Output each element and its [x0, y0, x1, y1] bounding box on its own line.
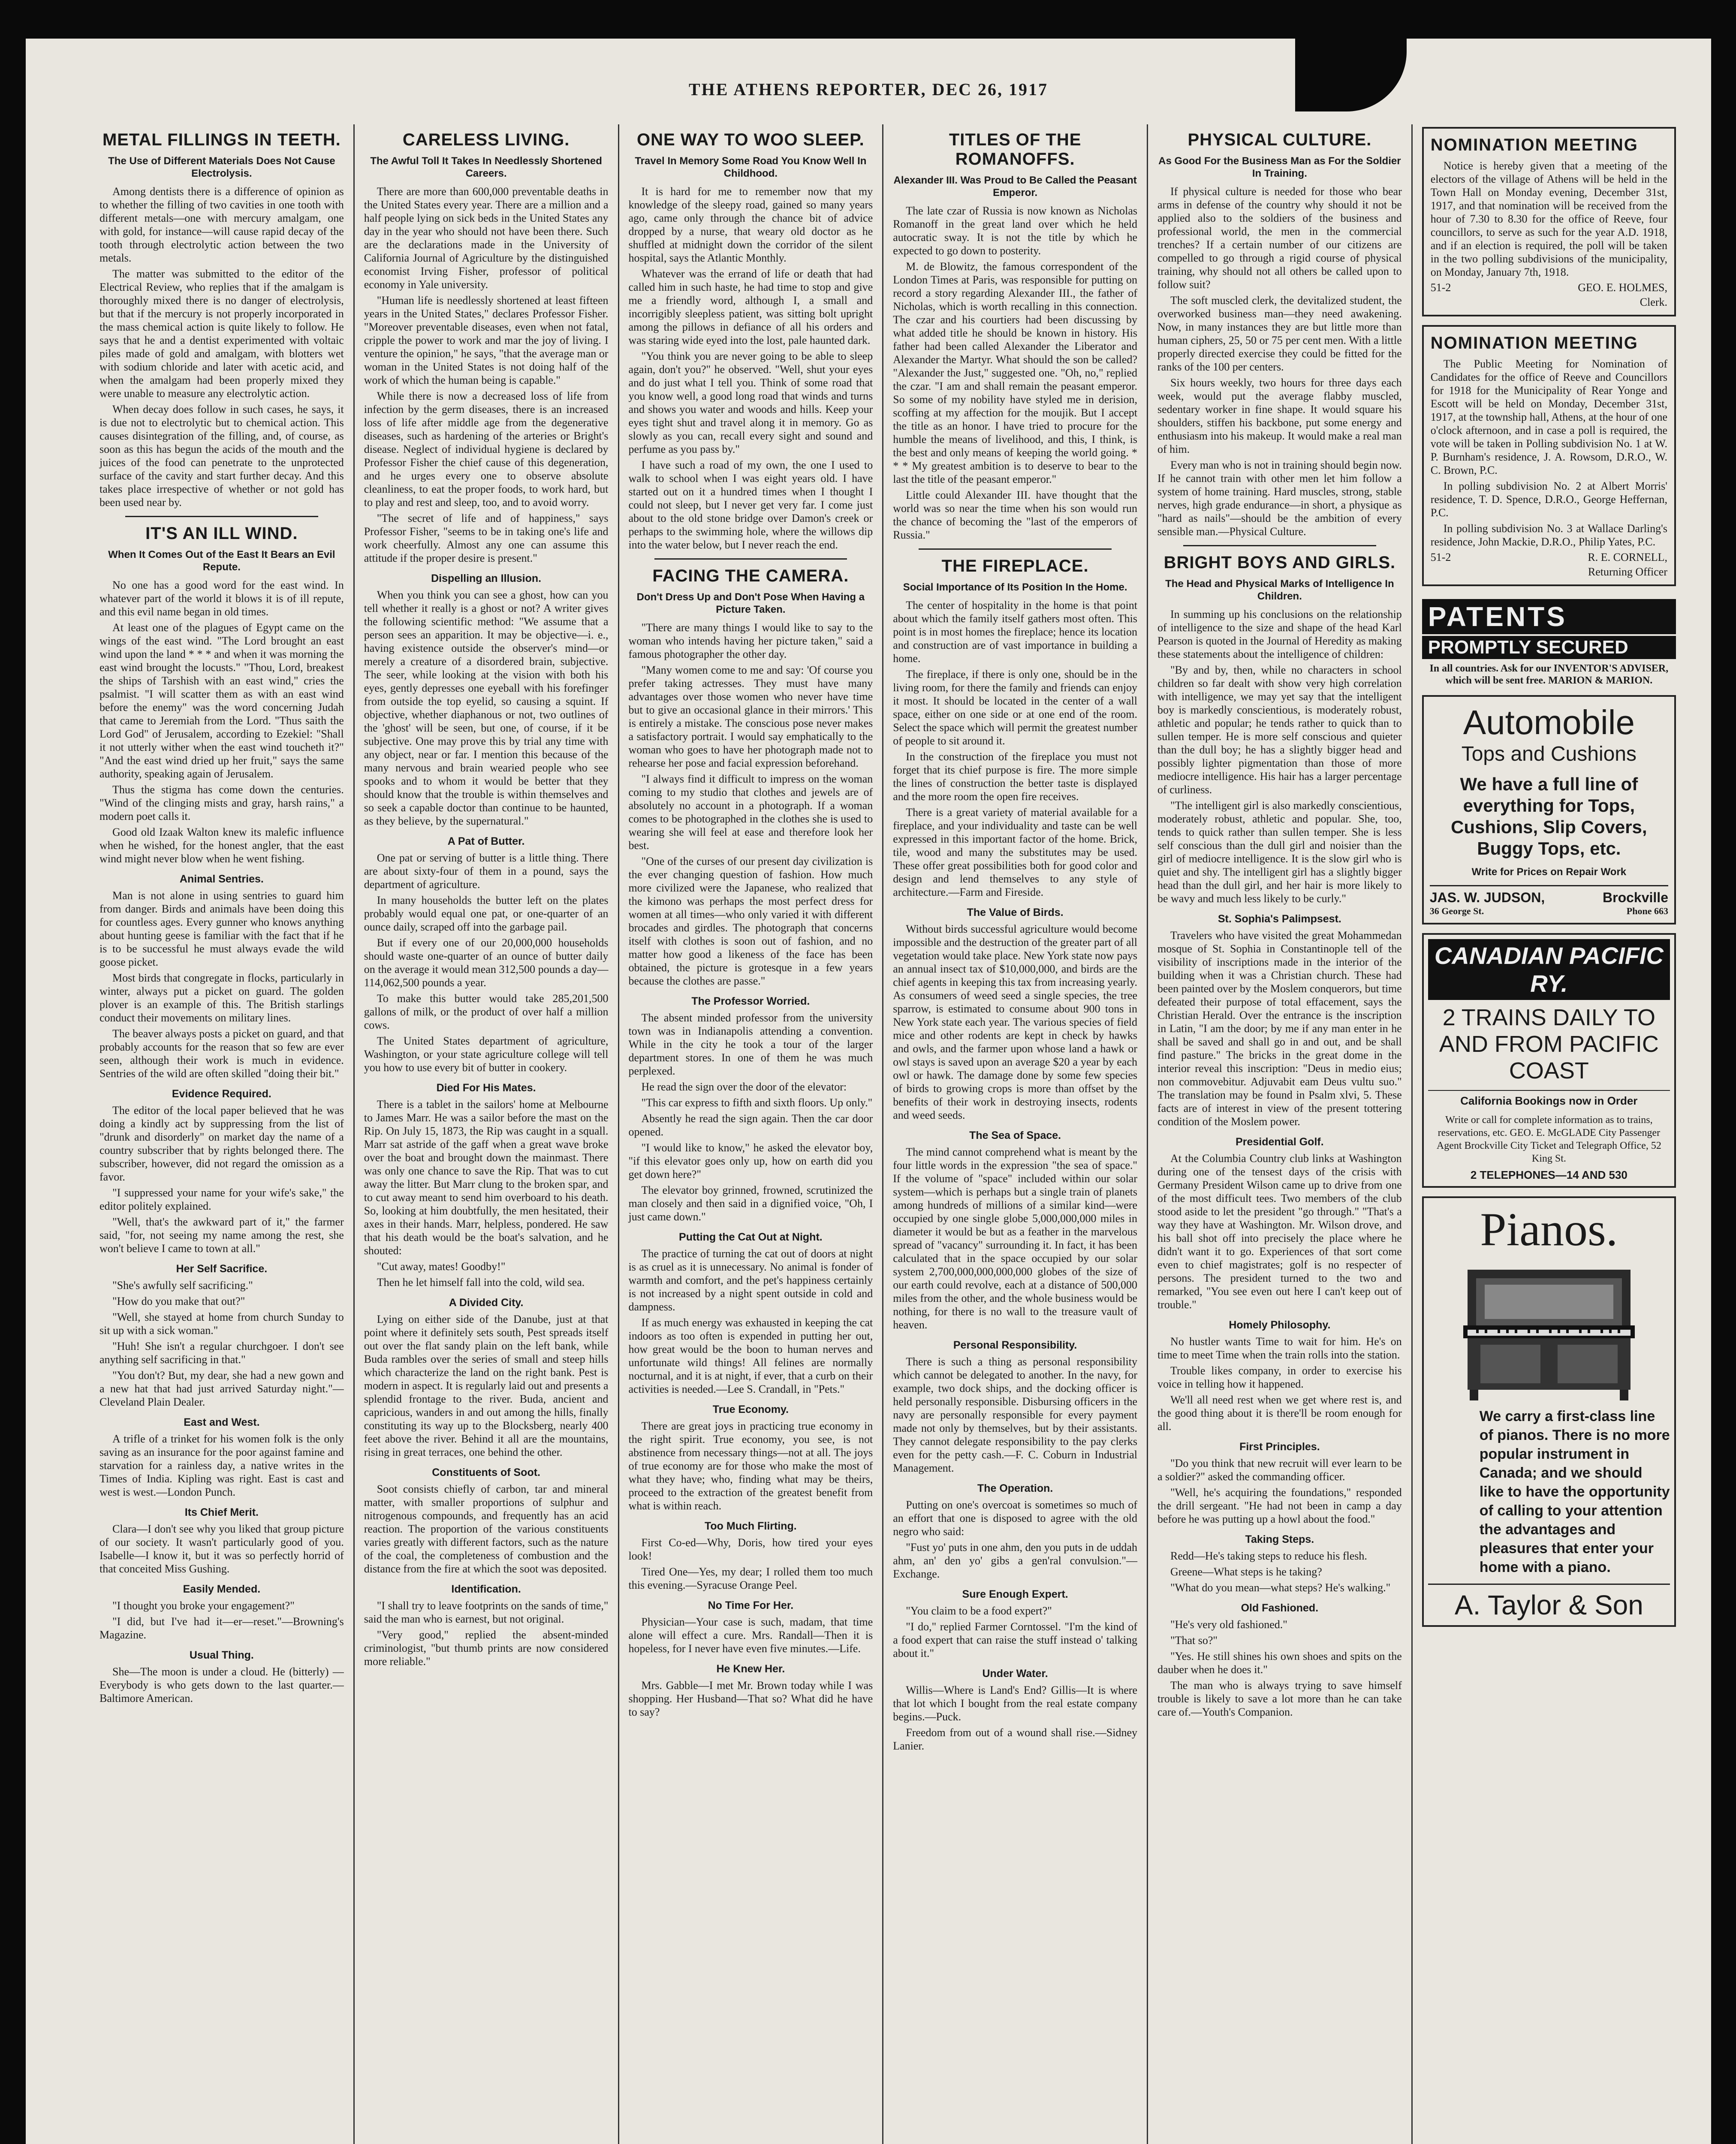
paragraph: Clara—I don't see why you liked that group picture of our society. It wasn't particularly good of you. Isabelle—I know it, but it was so perfectly horrid of that conceited Miss Gushing.: [99, 1523, 344, 1575]
paragraph: Physician—Your case is such, madam, that time alone will effect a cure. Mrs. Randall—Then it is hopeless, for I never have even five minutes.—Life.: [628, 1616, 873, 1655]
paragraph: One pat or serving of butter is a little thing. There are about sixty-four of them in a pound, says the department of agriculture.: [364, 852, 609, 891]
article-body: [629, 1247, 873, 1396]
article-body: [99, 1104, 344, 1255]
paragraph: The editor of the local paper believed that he was doing a kindly act by suppressing from the list of "drunk and disorderly" on market day the name of a country subscriber that by rights belonged there. The subscriber, however, did not regard the omission as a favor.: [99, 1104, 344, 1183]
subhead: The Value of Birds.: [967, 906, 1064, 918]
paragraph: To make this butter would take 285,201,500 gallons of milk, or the product of over half a million cows.: [364, 992, 609, 1031]
column-3: [619, 124, 884, 2144]
subhead: Identification.: [451, 1583, 521, 1595]
article-body: [1157, 1618, 1402, 1676]
subhead: The Operation.: [977, 1482, 1053, 1494]
headline-physical-culture: PHYSICAL CULTURE.: [1187, 130, 1372, 149]
subhead: St. Sophia's Palimpsest.: [1218, 913, 1341, 925]
paragraph: "What do you mean—what steps? He's walking.": [1170, 1581, 1391, 1594]
notice-text: Notice is hereby given that a meeting of the electors of the village of Athens will be held in the Town Hall on Monday evening, December 31st, 1917, and that nomination will be received from the hour of 7.30 to 8.30 for the office of Reeve, four councillors, to serve as such for the year A.D. 1918, and if an election is required, the poll will be taken in the two polling subdivisions of the municipality, on Monday, January 7th, 1918.: [1430, 160, 1667, 278]
article-body: [1157, 608, 1402, 905]
column-5: [1148, 124, 1413, 2144]
paragraph: The soft muscled clerk, the devitalized student, the overworked business man—they need awakening. Now, in many instances they are but little more than human ciphers, 25, 50 or 75 per cent men. With a little properly directed exercise they could be fitted for the ranks of the 100 per centers.: [1157, 294, 1402, 373]
ad-city: Brockville: [1603, 890, 1668, 905]
column-6-ads: [1413, 124, 1685, 2144]
article-body: [629, 1011, 873, 1223]
paragraph: "You don't? But, my dear, she had a new gown and a new hat that had just arrived Saturday night."—Cleveland Plain Dealer.: [99, 1369, 344, 1408]
subhead: A Divided City.: [449, 1297, 524, 1309]
column-4: [883, 124, 1148, 2144]
article-body: [893, 1145, 1137, 1331]
paragraph: Most birds that congregate in flocks, particularly in winter, always put a picket on guard. The golden plover is an example of this. The British starlings conduct their movements on military lines.: [99, 972, 344, 1024]
paragraph: "Well, he's acquiring the foundations," responded the drill sergeant. "He had not been in camp a day before he was putting up a howl about the food.": [1157, 1486, 1402, 1525]
article-body: [364, 1599, 609, 1668]
article-body: [1157, 1549, 1402, 1594]
notice-code: 51-2: [1430, 551, 1451, 563]
subhead: Taking Steps.: [1245, 1533, 1314, 1545]
paragraph: "There are many things I would like to say to the woman who intends having her picture taken," said a famous photographer the other day.: [628, 621, 873, 660]
article-body: [629, 1615, 873, 1655]
paragraph: If as much energy was exhausted in keeping the cat indoors as too often is expended in putting her out, how great would be the boon to human nerves and unfortunate wild things! All felines are normally nocturnal, and it is at night, if ever, that a curb on their activities is needed.—Lee S. Crandall, in "Pets.": [628, 1316, 873, 1395]
article-body: [364, 851, 609, 1074]
subhead: Under Water.: [982, 1668, 1048, 1680]
paragraph: Lying on either side of the Danube, just at that point where it definitely sets south, Pest spreads itself out over the flat sandy plain on the left bank, while Buda rambles over the series of small and steep hills which characterize the land on the right bank. Pest is modern in aspect. It is regularly laid out and presents a splendid frontage to the river. Buda, ancient and capricious, wanders in and out among the hills, finally constituting its way up to the Blocksberg, nearly 400 feet above the river. Behind it all are the mountains, rising in great terraces, one behind the other.: [364, 1313, 609, 1458]
paragraph: In many households the butter left on the plates probably would equal one pat, or one-quarter of an ounce daily, scraped off into the garbage pail.: [364, 894, 609, 933]
torn-edge-top-right: [1295, 39, 1407, 111]
pianos-ad: [1422, 1196, 1676, 1627]
article-body: [629, 185, 873, 551]
paragraph: The elevator boy grinned, frowned, scrutinized the man closely and then said in a dignified voice, "Oh, I just came down.": [628, 1184, 873, 1223]
article-body: [629, 1419, 873, 1512]
paragraph: "How do you make that out?": [112, 1295, 245, 1307]
divider: [125, 516, 318, 517]
cpr-bookings: California Bookings now in Order: [1428, 1090, 1670, 1108]
paragraph: Whatever was the errand of life or death that had called him in such haste, he had time to stop and give me a friendly word, although I, a small and incorrigibly sleepless patient, was sitting bolt upright among the pillows in defiance of all his orders and was staring wide eyed into the lost, pale haunted dark.: [628, 268, 873, 346]
subhead: Sure Enough Expert.: [962, 1588, 1068, 1600]
paragraph: "I do," replied Farmer Corntossel. "I'm the kind of a food expert that can raise the stuff instead o' talking about it.": [893, 1620, 1137, 1659]
divider: [1183, 545, 1376, 546]
paragraph: But if every one of our 20,000,000 households should waste one-quarter of an ounce of butter daily on the average it would mean 312,500 pounds a day—114,062,500 pounds a year.: [364, 936, 609, 989]
subhead: Old Fashioned.: [1241, 1602, 1319, 1614]
paragraph: "Yes. He still shines his own shoes and spits on the dauber when he does it.": [1157, 1650, 1402, 1676]
article-body: [893, 1726, 1137, 1753]
paragraph: The matter was submitted to the editor of the Electrical Review, who replies that if the amalgam is thoroughly mixed there is no danger of electrolysis, but that if the mercury is not properly incorporated in the mass chemical action is quite likely to follow. He says that he and a dentist experimented with voltaic piles made of gold and amalgam, with blotters wet with sodium chloride and later with acetic acid, and when the amalgam had been properly mixed they were unable to measure any electrolytic action.: [99, 268, 344, 400]
article-body: [364, 588, 609, 828]
paragraph: When you think you can see a ghost, how can you tell whether it really is a ghost or not? A writer gives the following scientific method: "We assume that a person sees an apparition. It may be objective—i. e., having existence outside the observer's mind—or merely a creature of a disordered brain, subjective. The seer, while looking at the vision with both his eyes, gently depresses one eyeball with his forefinger from outside the top eyelid, so causing a squint. If objective, whether diaphanous or not, two outlines of the 'ghost' will be seen, but one, of course, if it be subjective. One may prove this by trial any time with any object, near or far. I mention this because of the many nervous and brain wearied people who see spooks and to whom it would be better that they should know that the trouble is within themselves and so seek a capable doctor than continue to be haunted, as they believe, by the supernatural.": [364, 589, 609, 827]
subhead: He Knew Her.: [716, 1663, 785, 1675]
article-body: [1157, 1335, 1402, 1433]
paragraph: The mind cannot comprehend what is meant by the four little words in the expression "the sea of space." If the volume of "space" included within our solar system—which is perhaps but a single train of planets among hundreds of millions of a similar kind—were occupied by one single globe 5,000,000,000 miles in diameter it would be but as a feather in the marvelous spread of "vacancy" surrounding it. In fact, it has been calculated that in the space occupied by our solar system 2,700,000,000,000,000 globes of the size of our earth could revolve, each at a distance of 500,000 miles from the other, and the whole business would be nothing, for there is no wall to the treasure vault of heaven.: [893, 1146, 1137, 1331]
paragraph: "I shall try to leave footprints on the sands of time," said the man who is earnest, but not original.: [364, 1599, 609, 1625]
paragraph: "One of the curses of our present day civilization is the ever changing question of fashion. How much more civilized were the Japanese, who realized that the kimono was perhaps the most perfect dress for women at all times—who only varied it with different brocades and girdles. The photograph that concerns itself with clothes is soon out of fashion, and no matter how good a likeness of the face has been obtained, the picture is grotesque in a few years because the clothes are passe.": [628, 855, 873, 987]
masthead: THE ATHENS REPORTER, DEC 26, 1917: [688, 80, 1049, 99]
article-body: [893, 1604, 1137, 1660]
article-body: [1157, 1457, 1402, 1526]
subhead: Usual Thing.: [189, 1649, 254, 1661]
paragraph: The practice of turning the cat out of doors at night is as cruel as it is unnecessary. No animal is fonder of warmth and comfort, and the pet's happiness certainly is not increased by a night spent outside in cold and dampness.: [628, 1247, 873, 1313]
ad-phone: Phone 663: [1626, 906, 1668, 916]
paragraph: Tired One—Yes, my dear; I rolled them too much this evening.—Syracuse Orange Peel.: [628, 1566, 873, 1591]
paragraph: The center of hospitality in the home is that point about which the family itself gathers most often. This point is in most homes the fireplace; hence its location and construction are of vast importance in building a home.: [893, 599, 1137, 665]
article-body: [99, 1279, 344, 1409]
article-body: [364, 1098, 609, 1289]
paragraph: "I did, but I've had it—er—reset."—Browning's Magazine.: [99, 1615, 344, 1641]
column-2: [355, 124, 619, 2144]
paragraph: "Cut away, mates! Goodby!": [377, 1260, 506, 1273]
notice-signature: R. E. CORNELL,: [1588, 551, 1667, 563]
subhead: Dispelling an Illusion.: [431, 572, 542, 584]
pianos-firm: A. Taylor & Son: [1428, 1584, 1670, 1621]
subhead: First Principles.: [1239, 1441, 1320, 1453]
subhead: Personal Responsibility.: [953, 1339, 1077, 1351]
article-body: [893, 204, 1137, 542]
deck: Alexander III. Was Proud to Be Called the Peasant Emperor.: [893, 175, 1137, 199]
headline-fireplace: THE FIREPLACE.: [941, 557, 1089, 575]
article-body: [893, 922, 1137, 1122]
article-body: [99, 185, 344, 509]
automobile-tops-ad: [1422, 695, 1676, 924]
paragraph: The beaver always posts a picket on guard, and that probably accounts for the reason that so few are ever seen, although their work is much in evidence. Sentries of the wild are often skilled "doing their bit.": [99, 1027, 344, 1080]
deck: When It Comes Out of the East It Bears an Evil Repute.: [108, 549, 335, 573]
paragraph: Good old Izaak Walton knew its malefic influence when he wished, for the honest angler, that the east wind might never blow when he went fishing.: [99, 826, 344, 865]
notice-signature: GEO. E. HOLMES,: [1578, 281, 1667, 294]
paragraph: There is a tablet in the sailors' home at Melbourne to James Marr. He was a sailor before the mast on the Rip. On July 15, 1873, the Rip was caught in a squall. Marr sat astride of the gaff when a great wave broke over the boat and brought down the mainmast. There was only one chance to save the Rip. That was to cut away the litter. But Marr clung to the broken spar, and to cut away meant to send him overboard to his death. So, looking at him doubtfully, the men hesitated, their axes in their hands. Marr, helpless, pondered. He saw that his death would be the boat's salvation, and he shouted:: [364, 1098, 609, 1257]
subhead: Animal Sentries.: [179, 873, 264, 885]
paragraph: In polling subdivision No. 3 at Wallace Darling's residence, John Mackie, D.R.O., Philip Yates, P.C.: [1430, 522, 1667, 548]
ad-title: Automobile: [1463, 703, 1635, 741]
paragraph: Every man who is not in training should begin now. If he cannot train with other men let him follow a system of home training. Hard muscles, strong, stable nerves, high grade endurance—in short, a physique as "hard as nails"—should be the ambition of every sensible man.—Physical Culture.: [1157, 459, 1402, 538]
subhead: The Sea of Space.: [969, 1129, 1061, 1141]
paragraph: Redd—He's taking steps to reduce his flesh.: [1170, 1550, 1367, 1562]
headline-woo-sleep: ONE WAY TO WOO SLEEP.: [636, 130, 865, 149]
subhead: Died For His Mates.: [436, 1082, 536, 1094]
article-body: [99, 889, 344, 1080]
subhead: True Economy.: [712, 1403, 789, 1415]
paragraph: The late czar of Russia is now known as Nicholas Romanoff in the great land over which he held autocratic sway. It is not the title by which he expected to go down to posterity.: [893, 205, 1137, 257]
paragraph: There are more than 600,000 preventable deaths in the United States every year. There are a million and a half people lying on sick beds in the United States any day in the year who should not have been there. Such are the declarations made in the University of California Journal of Agriculture by the distinguished economist Irving Fisher, professor of political economy in Yale university.: [364, 185, 609, 291]
piano-illustration: [1459, 1261, 1639, 1403]
paragraph: It is hard for me to remember now that my knowledge of the sleepy road, gained so many years ago, came only through the chance bit of advice dropped by a nurse, that weary old doctor as he shuffled at midnight down the corridor of the silent hospital, says the Atlantic Monthly.: [628, 185, 873, 264]
paragraph: "I thought you broke your engagement?": [112, 1599, 295, 1612]
headline-facing-camera: FACING THE CAMERA.: [652, 566, 849, 585]
subhead: Too Much Flirting.: [704, 1520, 797, 1532]
paragraph: She—The moon is under a cloud. He (bitterly) — Everybody is who gets down to the last quarter.—Baltimore American.: [99, 1665, 344, 1704]
paragraph: Soot consists chiefly of carbon, tar and mineral matter, with smaller proportions of sulphur and nitrogenous compounds, and frequently has an acid reaction. The proportion of the various constituents varies greatly with different factors, such as the nature of the coal, the completeness of combustion and the distance from the fire at which the soot was deposited.: [364, 1483, 609, 1575]
notice-text: [1431, 357, 1667, 548]
paragraph: The absent minded professor from the university town was in Indianapolis attending a convention. While in the city he took a tour of the larger department stores. In one of them he was much perplexed.: [628, 1012, 873, 1077]
article-body: [893, 599, 1137, 899]
paragraph: The Public Meeting for Nomination of Candidates for the office of Reeve and Councillors for 1918 for the Municipality of Rear Yonge and Escott will be held on Monday, December 31st, 1917, at the township hall, Athens, at the hour of one o'clock afternoon, and in case a poll is required, the vote will be taken in Polling subdivision No. 1 at W. P. Burnham's residence, J. A. Rowsom, D.R.O., W. C. Brown, P.C.: [1430, 358, 1667, 476]
columns: [90, 124, 1685, 2144]
cpr-logo: CANADIAN PACIFIC RY.: [1428, 939, 1670, 1000]
paragraph: At least one of the plagues of Egypt came on the wings of the east wind. "The Lord brought an east wind upon the land * * * and when it was morning the east wind brought the locusts." "Thou, Lord, breakest the ships of Tarshish with an east wind," cries the psalmist. "I will scatter them as with an east wind before the enemy" was the word concerning Judah that came to Jeremiah from the Lord. "Thus saith the Lord God" of Jerusalem, according to Ezekiel: "Shall it not utterly wither when the east wind toucheth it?" "And the east wind dried up her fruit," says the same authority, speaking again of Jerusalem.: [99, 621, 344, 780]
paragraph: Putting on one's overcoat is sometimes so much of an effort that one is disposed to agree with the old negro who said:: [893, 1499, 1137, 1538]
subhead: Presidential Golf.: [1236, 1136, 1324, 1148]
paragraph: Greene—What steps is he taking?: [1170, 1566, 1322, 1578]
ad-subtitle: Tops and Cushions: [1461, 743, 1637, 765]
notice-signature-title: Returning Officer: [1588, 566, 1667, 578]
paragraph: Six hours weekly, two hours for three days each week, would put the average flabby muscled, sedentary worker in fine shape. It would square his shoulders, stiffen his backbone, put some energy and enthusiasm into his makeup. It would make a real man of him.: [1157, 376, 1402, 455]
paragraph: I have such a road of my own, the one I used to walk to school when I was eight years old. I have started out on it a hundred times when I thought I could not sleep, but I never get very far. I come just about to the old stone bridge over Damon's creek or perhaps to the swimming hole, where the willows dip into the water below, but I never reach the end.: [628, 459, 873, 551]
notice-title: NOMINATION MEETING: [1430, 334, 1638, 352]
paragraph: In polling subdivision No. 2 at Albert Morris' residence, T. D. Spence, D.R.O., George Heffernan, P.C.: [1430, 480, 1667, 519]
headline-bright-boys: BRIGHT BOYS AND GIRLS.: [1163, 553, 1396, 572]
article-body: [893, 1683, 1137, 1723]
ad-address: 36 George St.: [1429, 906, 1484, 916]
paragraph: When decay does follow in such cases, he says, it is due not to electrolytic but to chemical action. This causes disintegration of the filling, and, of course, as soon as this has begun the acids of the mouth and the juices of the food can penetrate to the unprotected surface of the cavity and start further decay. And this takes place irrespective of whether or not gold has been used near by.: [99, 403, 344, 509]
notice-title: NOMINATION MEETING: [1430, 136, 1638, 154]
article-body: [364, 1313, 609, 1459]
article-body: [1157, 1679, 1402, 1719]
paragraph: Absently he read the sign again. Then the car door opened.: [628, 1112, 873, 1138]
paragraph: In the construction of the fireplace you must not forget that its chief purpose is fire. The more simple the lines of construction the better taste is displayed and the more room the open fire receives.: [893, 750, 1137, 803]
deck: The Head and Physical Marks of Intelligence In Children.: [1165, 578, 1394, 602]
article-body: [629, 1536, 873, 1592]
pianos-body: We carry a first-class line of pianos. There is no more popular instrument in Canada; and we should like to have the opportunity of calling to your attention the advantages and pleasures that enter your home with a piano.: [1479, 1408, 1670, 1575]
article-body: [1157, 185, 1402, 538]
paragraph: "That so?": [1170, 1634, 1218, 1647]
paragraph: "The intelligent girl is also markedly conscientious, moderately robust, athletic and popular. She, too, tends to quick rather than sullen temper. She is less self conscious than the dull girl and noisier than the girl of mediocre intelligence. It is the slow girl who is quiet and shy. The intelligent girl has a slightly bigger head than the dull girl, and her hair is more likely to be wavy and much less likely to be curly.": [1157, 799, 1402, 905]
deck: Don't Dress Up and Don't Pose When Having a Picture Taken.: [636, 591, 865, 615]
article-body: [99, 1432, 344, 1499]
paragraph: "She's awfully self sacrificing.": [112, 1279, 253, 1292]
paragraph: "This car express to fifth and sixth floors. Up only.": [641, 1096, 873, 1109]
paragraph: He read the sign over the door of the elevator:: [641, 1081, 847, 1093]
headline-careless-living: CARELESS LIVING.: [402, 130, 570, 149]
patents-subtitle: PROMPTLY SECURED: [1422, 636, 1676, 659]
paragraph: While there is now a decreased loss of life from infection by the germ diseases, there is an increased loss of life after middle age from the degenerative diseases, such as hardening of the arteries or Bright's disease. Neglect of individual hygiene is declared by Professor Fisher the chief cause of this degeneration, and he urges every one to observe absolute cleanliness, to eat the proper foods, to work hard, but to play and rest and sleep, too, and to avoid worry.: [364, 390, 609, 509]
paragraph: "I would like to know," he asked the elevator boy, "if this elevator goes only up, how on earth did you get down here?": [628, 1141, 873, 1180]
deck: As Good For the Business Man as For the Soldier In Training.: [1158, 155, 1401, 179]
paragraph: "Very good," replied the absent-minded criminologist, "but thumb prints are now considered more reliable.": [364, 1629, 609, 1668]
article-body: [99, 1599, 344, 1641]
paragraph: "By and by, then, while no characters in school children so far dealt with show very high correlation with intelligence, we may yet say that the intelligent boy is markedly conscientious, is moderately robust, athletic and popular; he tends rather to quick than to sullen temper. He is more self conscious and quieter than the dull boy; he has a slightly bigger head and possibly lighter pigmentation than those of more mediocre intelligence. His hair has a larger percentage of curliness.: [1157, 664, 1402, 796]
article-body: [99, 1665, 344, 1705]
headline-ill-wind: IT'S AN ILL WIND.: [145, 524, 298, 543]
paragraph: At the Columbia Country club links at Washington during one of the tensest days of the crisis with Germany President Wilson came up to drive from one of the most difficult tees. Two members of the club stood aside to let the president "go through." "That's a way they have at Washington. Mr. Wilson drove, and his ball shot off into precisely the place where he didn't want it to go. Experiences of that sort come even to chief magistrates; golf is no respecter of persons. The president turned to the two and remarked, "You see even out here I can't keep out of trouble.": [1157, 1152, 1402, 1311]
deck: The Use of Different Materials Does Not Cause Electrolysis.: [108, 155, 335, 179]
paragraph: There is such a thing as personal responsibility which cannot be delegated to another. In the navy, for example, two dock ships, and the docking officer is held personally responsible. Disbursing officers in the navy are personally responsible for every payment made not only by themselves, but by their assistants. They cannot delegate responsibility to the pay clerks even for the petty cash.—F. C. Coburn in Industrial Management.: [893, 1355, 1137, 1474]
paragraph: "Human life is needlessly shortened at least fifteen years in the United States," declares Professor Fisher. "Moreover preventable diseases, even when not fatal, cripple the power to work and mar the joy of living. I venture the opinion," he says, "that the average man or woman in the United States is not doing half of the work of which the human being is capable.": [364, 294, 609, 386]
nomination-notice-athens: [1422, 127, 1676, 316]
paragraph: "I always find it difficult to impress on the woman coming to my studio that clothes and jewels are of absolutely no account in a photograph. If a woman comes to be photographed in the clothes she is used to wearing she will feel at ease and therefore look her best.: [628, 773, 873, 852]
headline-metal-fillings: METAL FILLINGS IN TEETH.: [102, 130, 341, 149]
deck: Social Importance of Its Position In the Home.: [903, 581, 1127, 593]
paragraph: There is a great variety of material available for a fireplace, and your individuality and taste can be well expressed in this important factor of the home. Brick, tile, wood and many the substitutes may be used. These offer great possibilities both for good color and design and lend themselves to any style of architecture.—Farm and Fireside.: [893, 806, 1137, 898]
paragraph: "Do you think that new recruit will ever learn to be a soldier?" asked the commanding officer.: [1157, 1457, 1402, 1483]
paragraph: Mrs. Gabble—I met Mr. Brown today while I was shopping. Her Husband—That so? What did he have to say?: [628, 1679, 873, 1718]
article-body: [364, 185, 609, 565]
patents-text: In all countries. Ask for our INVENTOR'S ADVISER, which will be sent free. MARION & MARION.: [1429, 663, 1669, 686]
paragraph: No one has a good word for the east wind. In whatever part of the world it blows it is of ill repute, and this evil name began in old times.: [99, 579, 344, 618]
article-body: [629, 621, 873, 988]
subhead: Putting the Cat Out at Night.: [679, 1231, 823, 1243]
cpr-headline: 2 TRAINS DAILY TO AND FROM PACIFIC COAST: [1439, 1005, 1659, 1084]
subhead: No Time For Her.: [708, 1599, 794, 1611]
paragraph: Travelers who have visited the great Mohammedan mosque of St. Sophia in Constantinople tell of the visibility of inscriptions made in the interior of the building when it was a Christian church. These had been painted over by the Moslem conquerors, but time defeated their purpose of total effacement, says the Christian Herald. Over the entrance is the inscription in Latin, "I am the door; by me if any man enter in he shall be saved and shall go in and out, and be shall find pasture." The bricks in the great dome in the interior reveal this inscription: "Deus in medio eius; non commovebitur. Adjuvabit eam Deus vultu suo." The translation may be found in Psalm xlvi, 5. These facts are of interest in view of the present tottering condition of the Moslem power.: [1157, 929, 1402, 1128]
patents-ad: [1422, 599, 1676, 687]
paragraph: The United States department of agriculture, Washington, or your state agriculture college will tell you how to use every bit of butter in cookery.: [364, 1035, 609, 1074]
paragraph: "You claim to be a food expert?": [906, 1605, 1052, 1617]
article-body: [364, 1482, 609, 1575]
article-body: [893, 1498, 1137, 1581]
paragraph: "The secret of life and of happiness," says Professor Fisher, "seems to be in taking one's life and work cheerfully. Almost any one can assume this attitude if the proper desire is present.": [364, 512, 609, 564]
paragraph: M. de Blowitz, the famous correspondent of the London Times at Paris, was responsible for putting on record a story regarding Alexander III., the father of Nicholas, which is worth recalling in this connection. The czar and his courtiers had been discussing by what added title he should be known in history. His father had been called Alexander the Liberator and Alexander the Martyr. What should the son be called? "Alexander the Just," suggested one. "Oh, no," replied the czar. "I am and shall remain the peasant emperor. So some of my nobility have styled me in derision, scoffing at my affection for the moujik. But I accept the title as an honor. I have tried to procure for the humble the means of livelihood, and this, I think, is the best and only means of keeping the world going. * * * My greatest ambition is to deserve to bear to the last the title of the peasant emperor.": [893, 260, 1137, 485]
subhead: East and West.: [184, 1416, 260, 1428]
paragraph: "Huh! She isn't a regular churchgoer. I don't see anything self sacrificing in that.": [99, 1340, 344, 1366]
subhead: The Professor Worried.: [691, 995, 810, 1007]
paragraph: "Many women come to me and say: 'Of course you prefer taking actresses. They must have many advantages over those women who never have time but to give an occasional glance in their mirrors.' This is entirely a mistake. The conscious pose never makes a satisfactory portrait. I would say emphatically to the woman who goes to have her photograph made not to rehearse her pose and facial expression beforehand.: [628, 664, 873, 769]
subhead: Evidence Required.: [172, 1088, 271, 1100]
subhead: Constituents of Soot.: [432, 1466, 540, 1479]
paragraph: "Well, she stayed at home from church Sunday to sit up with a sick woman.": [99, 1311, 344, 1337]
notice-signature-title: Clerk.: [1640, 296, 1667, 308]
deck: The Awful Toll It Takes In Needlessly Shortened Careers.: [370, 155, 602, 179]
paragraph: Among dentists there is a difference of opinion as to whether the filling of two cavities in one tooth with different metals—one with mercury amalgam, one with gold, for instance—will cause rapid decay of the tooth through electrolytic action between the two metals.: [99, 185, 344, 264]
paragraph: "Well, that's the awkward part of it," the farmer said, "for, not seeing my name among the rest, she won't believe I came to town at all.": [99, 1216, 344, 1255]
cpr-body: Write or call for complete information as to trains, reservations, etc. GEO. E. McGLADE City Passenger Agent Brockville City Ticket and Telegraph Office, 52 King St.: [1436, 1114, 1661, 1164]
article-body: [99, 578, 344, 865]
headline-romanoffs: TITLES OF THE ROMANOFFS.: [949, 130, 1082, 169]
newspaper-page: [26, 39, 1711, 2144]
cpr-phones: 2 TELEPHONES—14 AND 530: [1470, 1168, 1628, 1181]
subhead: Easily Mended.: [183, 1583, 261, 1595]
paragraph: There are great joys in practicing true economy in the right spirit. True economy, you see, is not abstinence from necessary things—not at all. The joys of true economy are for those who make the most of what they have; who, finding what may be theirs, proceed to the extraction of the greatest benefit from what is within reach.: [628, 1420, 873, 1512]
subhead: Homely Philosophy.: [1229, 1319, 1331, 1331]
column-1: [90, 124, 355, 2144]
paragraph: Little could Alexander III. have thought that the world was so near the time when his son would run the chance of becoming the "last of the emperors of Russia.": [893, 489, 1137, 541]
paragraph: Thus the stigma has come down the centuries. "Wind of the clinging mists and gray, harsh rains," a modern poet calls it.: [99, 783, 344, 822]
paragraph: Freedom from out of a wound shall rise.—Sidney Lanier.: [893, 1726, 1137, 1752]
article-body: [1157, 1152, 1402, 1311]
subhead: A Pat of Butter.: [447, 835, 525, 847]
paragraph: The man who is always trying to save himself trouble is likely to save a lot more than he can take care of.—Youth's Companion.: [1157, 1679, 1402, 1718]
paragraph: "I suppressed your name for your wife's sake," the editor politely explained.: [99, 1186, 344, 1212]
subhead: Her Self Sacrifice.: [176, 1263, 268, 1275]
article-body: [629, 1679, 873, 1719]
article-body: [893, 1355, 1137, 1475]
paragraph: "He's very old fashioned.": [1170, 1618, 1287, 1631]
ad-body: We have a full line of everything for Tops, Cushions, Slip Covers, Buggy Tops, etc.: [1451, 774, 1647, 858]
divider: [654, 558, 847, 560]
article-body: [99, 1522, 344, 1575]
subhead: Its Chief Merit.: [184, 1506, 259, 1518]
pianos-title: Pianos.: [1480, 1203, 1618, 1256]
ad-business-name: JAS. W. JUDSON,: [1429, 890, 1545, 905]
paragraph: We'll all need rest when we get where rest is, and the good thing about it is there'll be room enough for all.: [1157, 1394, 1402, 1433]
patents-title: PATENTS: [1422, 599, 1676, 634]
notice-code: 51-2: [1430, 281, 1451, 294]
paragraph: "You think you are never going to be able to sleep again, don't you?" he observed. "Well, shut your eyes and do just what I tell you. Think of some road that you know well, a good long road that winds and turns and shows you water and woods and hills. Keep your eyes tight shut and travel along it in memory. Go as slowly as you can, recall every sight and sound and perfume as you pass by.": [628, 350, 873, 455]
paragraph: Without birds successful agriculture would become impossible and the destruction of the greater part of all vegetation would take place. New York state now pays an annual insect tax of $10,000,000, and birds are the chief agents in keeping this tax from increasing yearly. As consumers of weed seed a single species, the tree sparrow, is estimated to consume about 900 tons in New York state each year. The various species of field mice and other rodents are kept in check by hawks and owls, and the farmer upon whose land a hawk or owl stays is saved upon an average $20 a year by each owl or hawk. The damage done by some few species of birds to growing crops is more than offset by the benefits of their work in destroying insects, rodents and weed seeds.: [893, 923, 1137, 1121]
deck: Travel In Memory Some Road You Know Well In Childhood.: [635, 155, 867, 179]
paragraph: Man is not alone in using sentries to guard him from danger. Birds and animals have been doing this for countless ages. Every gunner who knows anything about hunting geese is familiar with the fact that if he is to be successful he must always evade the wild goose picket.: [99, 889, 344, 968]
ad-write: Write for Prices on Repair Work: [1471, 866, 1627, 878]
paragraph: The fireplace, if there is only one, should be in the living room, for there the family and friends can enjoy it most. It should be located in the center of a wall space, either on one side or at one end of the room. Select the space which will permit the greatest number of people to sit around it.: [893, 668, 1137, 747]
paragraph: Trouble likes company, in order to exercise his voice in telling how it happened.: [1157, 1364, 1402, 1390]
paragraph: No hustler wants Time to wait for him. He's on time to meet Time when the train rolls into the station.: [1157, 1335, 1402, 1361]
paragraph: A trifle of a trinket for his women folk is the only saving as an insurance for the poor against famine and starvation for a rainless day, a native writes in the Times of India. Kipling was right. East is cast and west is west.—London Punch.: [99, 1433, 344, 1498]
paragraph: Then he let himself fall into the cold, wild sea.: [377, 1276, 585, 1289]
nomination-notice-rear-yonge: [1422, 325, 1676, 586]
paragraph: If physical culture is needed for those who bear arms in defense of the country why should it not be applied also to the soldiers of the business and professional world, the men in the commercial trenches? If a certain number of our citizens are compelled to go through a rigid course of physical training, why should not all others be called upon to follow suit?: [1157, 185, 1402, 291]
paragraph: In summing up his conclusions on the relationship of intelligence to the size and shape of the head Karl Pearson is quoted in the Journal of Heredity as making these statements about the intelligence of children:: [1157, 608, 1402, 660]
article-body: [1157, 929, 1402, 1128]
paragraph: "Fust yo' puts in one ahm, den you puts in de uddah ahm, an' den yo' gibs a gen'ral convulsion."—Exchange.: [893, 1541, 1137, 1580]
canadian-pacific-ad: [1422, 933, 1676, 1188]
divider: [919, 548, 1112, 550]
paragraph: Willis—Where is Land's End? Gillis—It is where that lot which I bought from the real estate company begins.—Puck.: [893, 1684, 1137, 1723]
paragraph: First Co-ed—Why, Doris, how tired your eyes look!: [628, 1536, 873, 1562]
